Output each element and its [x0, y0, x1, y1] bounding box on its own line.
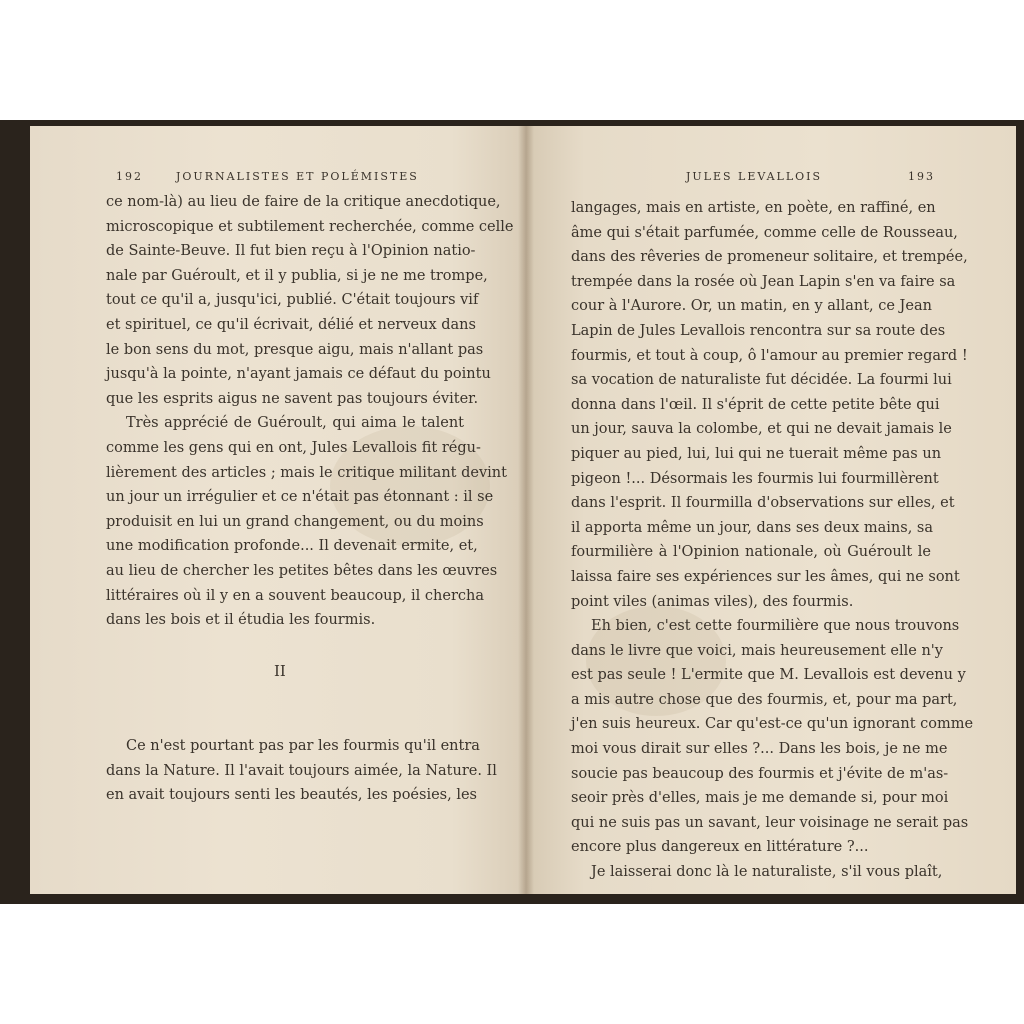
left-paragraph-block-2: [106, 734, 497, 808]
text-line: laissa faire ses expériences sur les âmes, qui ne sont: [571, 568, 960, 585]
text-line: en avait toujours senti les beautés, les poésies, les: [106, 787, 477, 804]
text-line: seoir près d'elles, mais je me demande si, pour moi: [571, 790, 949, 807]
text-line: piquer au pied, lui, lui qui ne tuerait même pas un: [571, 445, 942, 462]
text-line: j'en suis heureux. Car qu'est-ce qu'un ignorant comme: [571, 716, 974, 733]
text-line: qui ne suis pas un savant, leur voisinage ne serait pas: [571, 814, 969, 831]
text-line: Eh bien, c'est cette fourmilière que nous trouvons: [591, 618, 960, 635]
text-line: trempée dans la rosée où Jean Lapin s'en va faire sa: [571, 273, 956, 290]
text-line: Ce n'est pourtant pas par les fourmis qu'il entra: [126, 738, 480, 754]
text-line: et spirituel, ce qu'il écrivait, délié et nerveux dans: [106, 316, 476, 333]
text-line: donna dans l'œil. Il s'éprit de cette petite bête qui: [571, 396, 940, 413]
text-line: lièrement des articles ; mais le critique militant devint: [106, 464, 507, 481]
text-line: le bon sens du mot, presque aigu, mais n'allant pas: [106, 341, 484, 358]
right-page: [526, 126, 1016, 894]
text-line: langages, mais en artiste, en poète, en raffiné, en: [571, 200, 936, 216]
running-head-left: JOURNALISTES ET POLÉMISTES: [176, 170, 419, 183]
text-line: Très apprécié de Guéroult, qui aima le talent: [126, 415, 464, 432]
section-numeral: II: [274, 662, 286, 680]
text-line: un jour, sauva la colombe, et qui ne devait jamais le: [571, 421, 952, 438]
text-line: Lapin de Jules Levallois rencontra sur sa route des: [571, 322, 946, 339]
text-line: pigeon !... Désormais les fourmis lui fourmillèrent: [571, 470, 939, 487]
text-line: dans des rêveries de promeneur solitaire, et trempée,: [571, 249, 968, 266]
text-line: dans le livre que voici, mais heureusement elle n'y: [571, 642, 943, 659]
text-line: Je laisserai donc là le naturaliste, s'il vous plaît,: [591, 864, 943, 881]
text-line: une modification profonde... Il devenait ermite, et,: [106, 538, 478, 555]
text-line: âme qui s'était parfumée, comme celle de Rousseau,: [571, 224, 958, 241]
text-line: ce nom-là) au lieu de faire de la critique anecdotique,: [106, 194, 501, 210]
text-line: fourmis, et tout à coup, ô l'amour au premier regard !: [571, 347, 968, 364]
left-page: [30, 126, 526, 894]
text-line: microscopique et subtilement recherchée, comme celle: [106, 218, 514, 235]
book-gutter: [518, 126, 534, 894]
text-line: de Sainte-Beuve. Il fut bien reçu à l'Opinion natio-: [106, 243, 476, 260]
text-line: littéraires où il y en a souvent beaucoup, il chercha: [106, 587, 484, 604]
text-line: moi vous dirait sur elles ?... Dans les bois, je ne me: [571, 741, 948, 758]
text-line: dans la Nature. Il l'avait toujours aimée, la Nature. Il: [106, 762, 497, 779]
text-line: tout ce qu'il a, jusqu'ici, publié. C'était toujours vif: [106, 292, 479, 309]
text-line: que les esprits aigus ne savent pas toujours éviter.: [106, 390, 479, 407]
text-line: dans les bois et il étudia les fourmis.: [106, 612, 376, 629]
text-line: soucie pas beaucoup des fourmis et j'évite de m'as-: [571, 765, 949, 782]
text-line: cour à l'Aurore. Or, un matin, en y allant, ce Jean: [571, 298, 932, 315]
text-line: encore plus dangereux en littérature ?...: [571, 839, 869, 856]
text-line: est pas seule ! L'ermite que M. Levallois est devenu y: [571, 667, 966, 684]
page-number-left: 192: [116, 170, 143, 183]
page-number-right: 193: [908, 170, 935, 183]
text-line: produisit en lui un grand changement, ou du moins: [106, 513, 484, 530]
text-line: un jour un irrégulier et ce n'était pas étonnant : il se: [106, 489, 494, 506]
text-line: jusqu'à la pointe, n'ayant jamais ce défaut du pointu: [106, 366, 491, 383]
left-paragraph-block-1: [106, 190, 514, 633]
text-line: nale par Guéroult, et il y publia, si je ne me trompe,: [106, 267, 488, 284]
text-line: point viles (animas viles), des fourmis.: [571, 593, 854, 610]
text-line: a mis autre chose que des fourmis, et, pour ma part,: [571, 691, 958, 708]
text-line: comme les gens qui en ont, Jules Levallois fit régu-: [106, 439, 481, 456]
text-line: au lieu de chercher les petites bêtes dans les œuvres: [106, 562, 498, 579]
text-line: il apporta même un jour, dans ses deux mains, sa: [571, 519, 934, 536]
text-line: dans l'esprit. Il fourmilla d'observations sur elles, et: [571, 495, 955, 512]
text-line: sa vocation de naturaliste fut décidée. La fourmi lui: [571, 372, 952, 389]
text-line: fourmilière à l'Opinion nationale, où Guéroult le: [571, 544, 931, 561]
running-head-right: JULES LEVALLOIS: [686, 170, 823, 183]
right-paragraph-block: [571, 196, 974, 885]
